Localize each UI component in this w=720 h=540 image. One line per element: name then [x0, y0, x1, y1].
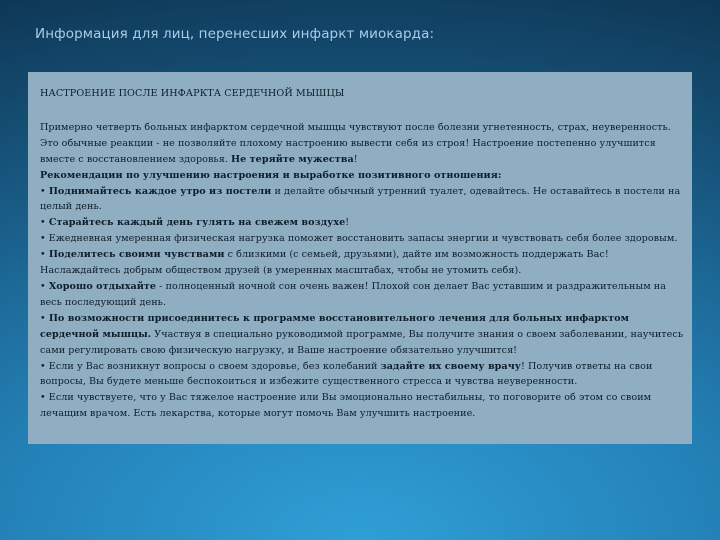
recommendations-title [40, 168, 685, 184]
item-text: • [40, 217, 49, 229]
recommendations-title-text: Рекомендации по улучшению настроения и выработке позитивного отношения: [40, 169, 502, 181]
list-item [40, 231, 685, 247]
list-item [40, 359, 685, 391]
item-text: • Если чувствуете, что у Вас тяжелое настроение или Вы эмоционально нестабильны, то поговорите об этом со своим лечащим врачом. Есть лекарства, которые могут помочь Вам улучшить настроение. [40, 392, 652, 420]
content-text [40, 86, 685, 422]
list-item [40, 279, 685, 311]
intro-end: ! [353, 153, 358, 165]
item-bold: Поднимайтесь каждое утро из постели [48, 185, 272, 197]
section-heading: НАСТРОЕНИЕ ПОСЛЕ ИНФАРКТА СЕРДЕЧНОЙ МЫШЦЫ [40, 88, 345, 99]
item-text: • [40, 249, 49, 261]
item-text: • [40, 312, 49, 324]
list-item [40, 215, 685, 231]
list-item [40, 390, 685, 422]
item-text: • Ежедневная умеренная физическая нагрузка поможет восстановить запасы энергии и чувствовать себя более здоровым. [40, 233, 678, 245]
item-text: • Если у Вас возникнут вопросы о своем здоровье, без колебаний [40, 360, 381, 372]
item-bold: Поделитесь своими чувствами [48, 249, 225, 261]
item-text: с близкими (с семьей, друзьями), дайте им возможность поддержать Вас! Наслаждайтесь добрым обществом друзей (в умеренных масштабах, чтобы не утомить себя). [40, 249, 609, 277]
item-bold: задайте их своему врачу [380, 360, 521, 372]
item-text: и делайте обычный утренний туалет, одевайтесь. Не оставайтесь в постели на целый день. [40, 185, 681, 213]
item-text: • [40, 280, 49, 292]
item-text: Участвуя в специально руководимой программе, Вы получите знания о своем заболевании, научитесь сами регулировать свою физическую нагрузку, и Ваше настроение обязательно улучшится! [40, 328, 684, 356]
intro-bold: Не теряйте мужества [231, 153, 354, 165]
intro-paragraph [40, 120, 685, 168]
slide-title: Информация для лиц, перенесших инфаркт миокарда: [35, 26, 435, 42]
intro-text: Примерно четверть больных инфарктом сердечной мышцы чувствуют после болезни угнетенность, страх, неуверенность. Это обычные реакции - не позволяйте плохому настроению вывести себя из строя! Настроение постепенно улучшится вместе с восстановлением здоровья. [40, 121, 671, 165]
list-item [40, 247, 685, 279]
item-bold: Хорошо отдыхайте [48, 280, 157, 292]
item-text: ! Получив ответы на свои вопросы, Вы будете меньше беспокоиться и избежите существенного стресса и чувства неуверенности. [40, 360, 653, 388]
item-text: - полноценный ночной сон очень важен! Плохой сон делает Вас уставшим и раздражительным на весь последующий день. [40, 280, 667, 308]
item-text: ! [345, 217, 350, 229]
list-item [40, 311, 685, 359]
item-bold: По возможности присоединитесь к программе восстановительного лечения для больных инфарктом сердечной мышцы. [40, 312, 629, 340]
item-bold: Старайтесь каждый день гулять на свежем воздухе [48, 217, 346, 229]
list-item [40, 184, 685, 216]
item-text: • [40, 185, 49, 197]
